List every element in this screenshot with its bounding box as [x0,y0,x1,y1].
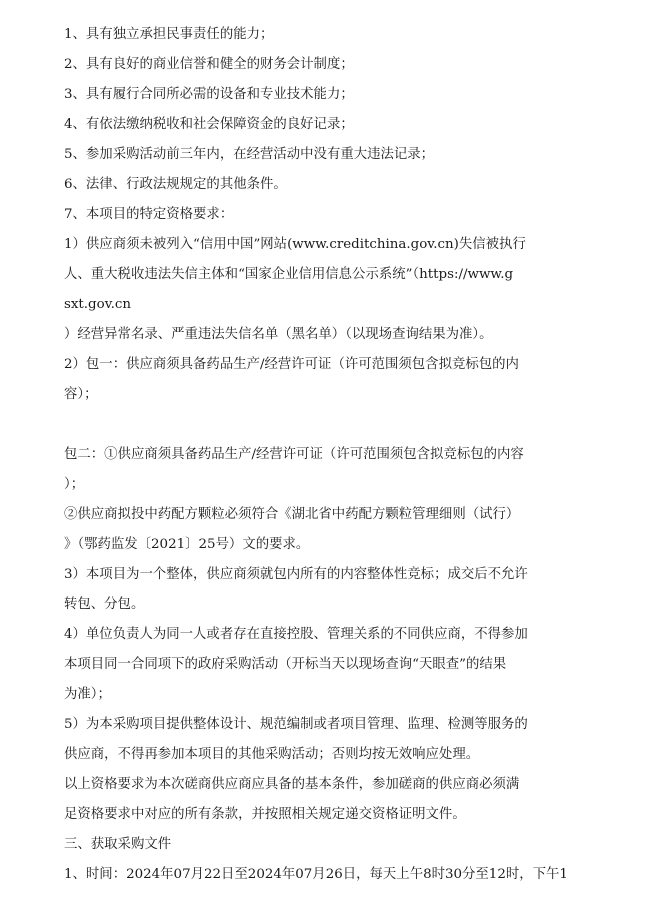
text-line: 4、有依法缴纳税收和社会保障资金的良好记录； [64,117,354,132]
text-line: 本项目同一合同项下的政府采购活动（开标当天以现场查询“天眼查”的结果 [64,657,507,672]
text-line: 5、参加采购活动前三年内，在经营活动中没有重大违法记录； [64,147,435,162]
text-line: 1、具有独立承担民事责任的能力； [64,27,274,42]
text-line: 1）供应商须未被列入“信用中国”网站(www.creditchina.gov.cn)失信被执行 [64,237,526,252]
text-line: 2）包一：供应商须具备药品生产/经营许可证（许可范围须包含拟竞标包的内 [64,357,519,372]
text-line: ）经营异常名录、严重违法失信名单（黑名单）（以现场查询结果为准）。 [64,327,493,342]
text-line: sxt.gov.cn [64,297,132,312]
text-line: 3、具有履行合同所必需的设备和专业技术能力； [64,87,354,102]
text-line: 3）本项目为一个整体，供应商须就包内所有的内容整体性竞标；成交后不允许 [64,567,528,582]
text-line: 6、法律、行政法规规定的其他条件。 [64,177,287,192]
text-line: 2、具有良好的商业信誉和健全的财务会计制度； [64,57,354,72]
text-line: 1、时间：2024年07月22日至2024年07月26日，每天上午8时30分至12时，下午1 [64,867,568,882]
text-line: 包二：①供应商须具备药品生产/经营许可证（许可范围须包含拟竞标包的内容 [64,447,524,462]
text-line: 以上资格要求为本次磋商供应商应具备的基本条件，参加磋商的供应商必须满 [64,777,520,792]
text-line: 转包、分包。 [64,597,145,612]
text-line: 》（鄂药监发〔2021〕25号）文的要求。 [64,537,310,552]
text-line: 5）为本采购项目提供整体设计、规范编制或者项目管理、监理、检测等服务的 [64,717,528,732]
text-line: 人、重大税收违法失信主体和“国家企业信用信息公示系统”（https://www.g [64,267,514,282]
text-line: 为准）； [64,687,111,702]
text-line: 4）单位负责人为同一人或者存在直接控股、管理关系的不同供应商，不得参加 [64,627,528,642]
text-line: 供应商，不得再参加本项目的其他采购活动；否则均按无效响应处理。 [64,747,480,762]
text-line: ②供应商拟投中药配方颗粒必须符合《湖北省中药配方颗粒管理细则（试行） [64,507,520,522]
blank-line [64,410,600,440]
section-heading: 三、获取采购文件 [64,837,172,852]
text-line: 足资格要求中对应的所有条款，并按照相关规定递交资格证明文件。 [64,807,466,822]
text-line: 7、本项目的特定资格要求： [64,207,234,222]
document-body [64,20,600,890]
text-line: ）； [64,477,85,492]
text-line: 容）； [64,387,98,402]
